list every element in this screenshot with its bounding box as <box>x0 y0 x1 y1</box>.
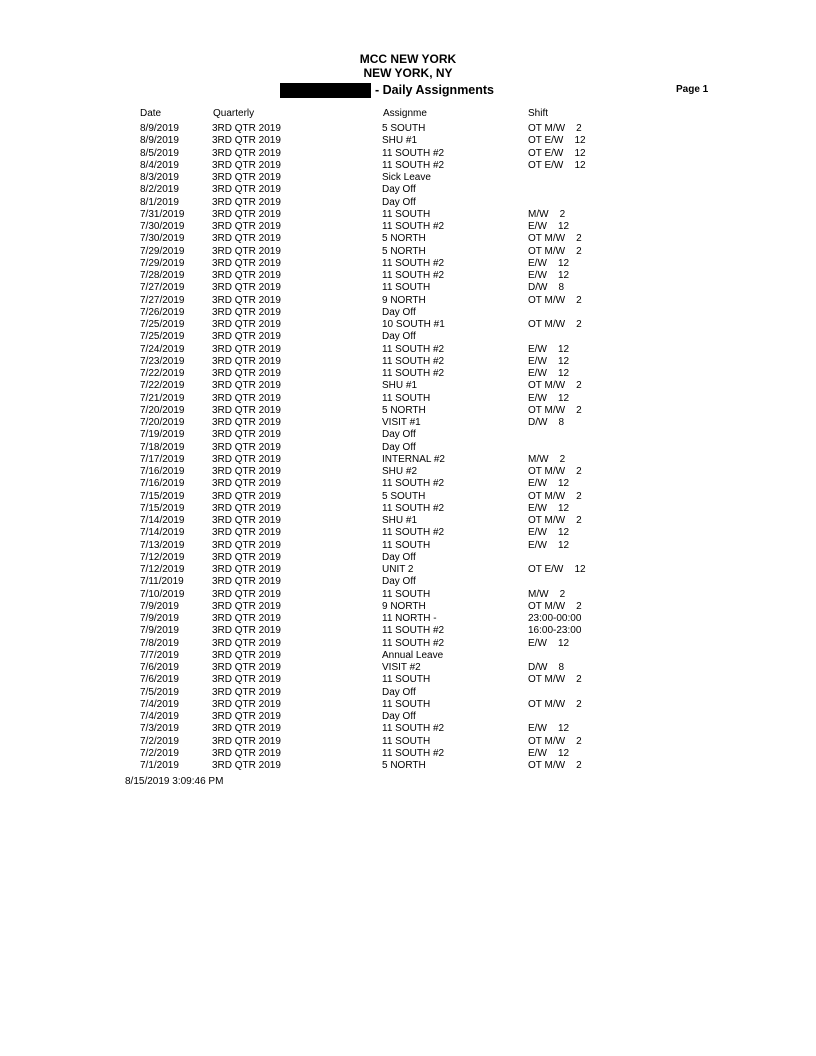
cell-quarterly: 3RD QTR 2019 <box>212 649 281 661</box>
cell-date: 7/15/2019 <box>140 490 185 502</box>
cell-date: 7/8/2019 <box>140 637 179 649</box>
cell-quarterly: 3RD QTR 2019 <box>212 331 281 343</box>
column-header-date: Date <box>140 108 162 119</box>
cell-assignment: Day Off <box>382 576 416 588</box>
table-row <box>0 344 816 356</box>
table-row <box>0 209 816 221</box>
cell-assignment: Day Off <box>382 196 416 208</box>
cell-assignment: 11 SOUTH <box>382 735 431 747</box>
cell-date: 7/12/2019 <box>140 564 185 575</box>
cell-quarterly: 3RD QTR 2019 <box>212 662 281 673</box>
table-row <box>0 576 816 588</box>
cell-quarterly: 3RD QTR 2019 <box>212 233 281 245</box>
cell-quarterly: 3RD QTR 2019 <box>212 527 281 539</box>
cell-shift: E/W 12 <box>528 527 570 539</box>
table-row <box>0 246 816 258</box>
table-row <box>0 442 816 454</box>
cell-quarterly: 3RD QTR 2019 <box>212 282 281 294</box>
cell-quarterly: 3RD QTR 2019 <box>212 404 281 416</box>
cell-date: 7/9/2019 <box>140 600 179 612</box>
column-header-shift: Shift <box>528 108 549 119</box>
cell-assignment: 5 SOUTH <box>382 490 426 502</box>
cell-shift: OT M/W 2 <box>528 245 582 257</box>
table-row <box>0 491 816 503</box>
table-row <box>0 674 816 686</box>
table-row <box>0 478 816 490</box>
cell-shift: OT M/W 2 <box>528 294 582 306</box>
cell-shift: OT M/W 2 <box>528 600 582 612</box>
cell-assignment: 5 NORTH <box>382 245 426 257</box>
table-row <box>0 258 816 270</box>
cell-assignment: 11 SOUTH #2 <box>382 257 445 269</box>
cell-date: 7/28/2019 <box>140 270 185 281</box>
table-row <box>0 417 816 429</box>
cell-shift: OT M/W 2 <box>528 735 582 747</box>
cell-date: 7/15/2019 <box>140 502 185 514</box>
table-row <box>0 172 816 184</box>
table-row <box>0 295 816 307</box>
table-row <box>0 760 816 772</box>
cell-shift: D/W 8 <box>528 662 565 673</box>
table-row <box>0 319 816 331</box>
cell-quarterly: 3RD QTR 2019 <box>212 698 281 710</box>
cell-date: 7/17/2019 <box>140 453 185 465</box>
cell-assignment: 5 NORTH <box>382 404 426 416</box>
cell-shift: OT M/W 2 <box>528 515 582 526</box>
cell-quarterly: 3RD QTR 2019 <box>212 123 281 134</box>
cell-date: 7/24/2019 <box>140 343 185 355</box>
cell-assignment: INTERNAL #2 <box>382 453 445 465</box>
cell-date: 7/5/2019 <box>140 686 179 698</box>
cell-date: 7/19/2019 <box>140 429 185 441</box>
assignments-table <box>0 123 816 772</box>
cell-assignment: 11 SOUTH #2 <box>382 723 445 735</box>
cell-quarterly: 3RD QTR 2019 <box>212 735 281 747</box>
cell-shift: E/W 12 <box>528 221 570 232</box>
cell-date: 7/2/2019 <box>140 735 179 747</box>
cell-date: 7/23/2019 <box>140 355 185 367</box>
cell-date: 7/29/2019 <box>140 257 185 269</box>
cell-assignment: 11 SOUTH <box>382 392 431 404</box>
cell-assignment: 11 SOUTH #2 <box>382 368 445 379</box>
cell-date: 7/16/2019 <box>140 466 185 477</box>
table-row <box>0 601 816 613</box>
report-title <box>280 82 494 98</box>
cell-shift: E/W 12 <box>528 502 570 514</box>
cell-quarterly: 3RD QTR 2019 <box>212 686 281 698</box>
table-row <box>0 711 816 723</box>
cell-date: 7/4/2019 <box>140 698 179 710</box>
cell-shift: OT E/W 12 <box>528 147 586 159</box>
cell-quarterly: 3RD QTR 2019 <box>212 502 281 514</box>
cell-date: 8/2/2019 <box>140 184 179 196</box>
cell-assignment: 11 SOUTH #2 <box>382 355 445 367</box>
cell-date: 7/14/2019 <box>140 515 185 526</box>
cell-quarterly: 3RD QTR 2019 <box>212 221 281 232</box>
cell-date: 8/1/2019 <box>140 196 179 208</box>
table-row <box>0 540 816 552</box>
cell-assignment: Day Off <box>382 429 416 441</box>
cell-date: 7/12/2019 <box>140 551 185 563</box>
cell-quarterly: 3RD QTR 2019 <box>212 270 281 281</box>
cell-assignment: 5 NORTH <box>382 760 426 771</box>
cell-assignment: VISIT #2 <box>382 662 421 673</box>
cell-quarterly: 3RD QTR 2019 <box>212 184 281 196</box>
cell-date: 7/13/2019 <box>140 539 185 551</box>
cell-shift: E/W 12 <box>528 637 570 649</box>
cell-date: 7/22/2019 <box>140 380 185 392</box>
cell-quarterly: 3RD QTR 2019 <box>212 637 281 649</box>
cell-quarterly: 3RD QTR 2019 <box>212 147 281 159</box>
print-timestamp: 8/15/2019 3:09:46 PM <box>125 776 224 787</box>
cell-shift: OT M/W 2 <box>528 490 582 502</box>
cell-assignment: 10 SOUTH #1 <box>382 319 445 330</box>
cell-assignment: Day Off <box>382 331 416 343</box>
table-row <box>0 527 816 539</box>
cell-date: 7/31/2019 <box>140 208 185 220</box>
cell-shift: M/W 2 <box>528 208 566 220</box>
cell-assignment: 11 SOUTH #2 <box>382 147 445 159</box>
cell-date: 7/18/2019 <box>140 441 185 453</box>
cell-quarterly: 3RD QTR 2019 <box>212 588 281 600</box>
cell-quarterly: 3RD QTR 2019 <box>212 564 281 575</box>
column-header-assignment: Assignme <box>383 108 427 119</box>
cell-quarterly: 3RD QTR 2019 <box>212 478 281 490</box>
cell-quarterly: 3RD QTR 2019 <box>212 355 281 367</box>
cell-quarterly: 3RD QTR 2019 <box>212 306 281 318</box>
cell-assignment: Day Off <box>382 686 416 698</box>
cell-shift: OT E/W 12 <box>528 159 586 171</box>
cell-assignment: 11 SOUTH #2 <box>382 478 445 490</box>
table-header <box>0 108 816 122</box>
table-row <box>0 356 816 368</box>
cell-quarterly: 3RD QTR 2019 <box>212 368 281 379</box>
cell-assignment: SHU #1 <box>382 515 418 526</box>
cell-assignment: Annual Leave <box>382 649 444 661</box>
cell-shift: E/W 12 <box>528 257 570 269</box>
cell-date: 7/6/2019 <box>140 662 179 673</box>
cell-quarterly: 3RD QTR 2019 <box>212 257 281 269</box>
table-row <box>0 515 816 527</box>
cell-assignment: 11 SOUTH #2 <box>382 747 445 759</box>
cell-assignment: 5 SOUTH <box>382 123 426 134</box>
cell-assignment: 11 SOUTH #2 <box>382 637 445 649</box>
cell-shift: E/W 12 <box>528 478 570 490</box>
cell-date: 7/14/2019 <box>140 527 185 539</box>
cell-shift: E/W 12 <box>528 539 570 551</box>
cell-date: 7/16/2019 <box>140 478 185 490</box>
column-header-quarterly: Quarterly <box>213 108 255 119</box>
cell-assignment: 11 SOUTH #2 <box>382 159 445 171</box>
table-row <box>0 466 816 478</box>
cell-quarterly: 3RD QTR 2019 <box>212 490 281 502</box>
table-row <box>0 197 816 209</box>
cell-date: 7/30/2019 <box>140 233 185 245</box>
cell-quarterly: 3RD QTR 2019 <box>212 343 281 355</box>
cell-assignment: 11 SOUTH <box>382 588 431 600</box>
facility-name: MCC NEW YORK <box>359 52 457 66</box>
cell-date: 8/9/2019 <box>140 135 179 147</box>
cell-quarterly: 3RD QTR 2019 <box>212 245 281 257</box>
cell-quarterly: 3RD QTR 2019 <box>212 625 281 637</box>
cell-assignment: 11 SOUTH <box>382 282 431 294</box>
cell-shift: E/W 12 <box>528 747 570 759</box>
page-number: Page 1 <box>676 84 709 95</box>
cell-quarterly: 3RD QTR 2019 <box>212 172 281 183</box>
cell-date: 7/25/2019 <box>140 331 185 343</box>
cell-assignment: 11 SOUTH #2 <box>382 625 445 637</box>
cell-quarterly: 3RD QTR 2019 <box>212 453 281 465</box>
cell-assignment: 11 SOUTH <box>382 208 431 220</box>
cell-quarterly: 3RD QTR 2019 <box>212 392 281 404</box>
cell-date: 7/29/2019 <box>140 245 185 257</box>
cell-shift: OT M/W 2 <box>528 404 582 416</box>
cell-shift: E/W 12 <box>528 368 570 379</box>
cell-quarterly: 3RD QTR 2019 <box>212 515 281 526</box>
cell-quarterly: 3RD QTR 2019 <box>212 613 281 624</box>
cell-shift: 16:00-23:00 <box>528 625 582 637</box>
table-row <box>0 613 816 625</box>
cell-assignment: Day Off <box>382 184 416 196</box>
cell-date: 7/9/2019 <box>140 613 179 624</box>
cell-quarterly: 3RD QTR 2019 <box>212 135 281 147</box>
cell-quarterly: 3RD QTR 2019 <box>212 380 281 392</box>
cell-quarterly: 3RD QTR 2019 <box>212 747 281 759</box>
cell-shift: E/W 12 <box>528 343 570 355</box>
cell-quarterly: 3RD QTR 2019 <box>212 711 281 722</box>
cell-quarterly: 3RD QTR 2019 <box>212 674 281 686</box>
cell-quarterly: 3RD QTR 2019 <box>212 429 281 441</box>
table-row <box>0 638 816 650</box>
redaction-block <box>280 83 371 98</box>
cell-date: 7/20/2019 <box>140 417 185 428</box>
cell-date: 7/20/2019 <box>140 404 185 416</box>
table-row <box>0 160 816 172</box>
cell-assignment: 11 SOUTH #2 <box>382 270 445 281</box>
cell-date: 7/3/2019 <box>140 723 179 735</box>
cell-shift: OT M/W 2 <box>528 674 582 686</box>
cell-shift: E/W 12 <box>528 392 570 404</box>
table-row <box>0 282 816 294</box>
table-row <box>0 307 816 319</box>
table-row <box>0 662 816 674</box>
table-row <box>0 221 816 233</box>
table-row <box>0 429 816 441</box>
cell-shift: OT M/W 2 <box>528 380 582 392</box>
table-row <box>0 650 816 662</box>
cell-date: 7/30/2019 <box>140 221 185 232</box>
cell-assignment: Day Off <box>382 551 416 563</box>
cell-assignment: VISIT #1 <box>382 417 421 428</box>
cell-date: 7/10/2019 <box>140 588 185 600</box>
cell-shift: OT M/W 2 <box>528 466 582 477</box>
cell-shift: D/W 8 <box>528 417 565 428</box>
table-row <box>0 233 816 245</box>
table-row <box>0 148 816 160</box>
cell-assignment: SHU #2 <box>382 466 418 477</box>
table-row <box>0 625 816 637</box>
cell-shift: OT M/W 2 <box>528 123 582 134</box>
cell-assignment: 11 SOUTH #2 <box>382 343 445 355</box>
cell-date: 7/6/2019 <box>140 674 179 686</box>
cell-assignment: 11 SOUTH <box>382 698 431 710</box>
table-row <box>0 123 816 135</box>
cell-quarterly: 3RD QTR 2019 <box>212 159 281 171</box>
table-row <box>0 405 816 417</box>
cell-assignment: 11 SOUTH #2 <box>382 502 445 514</box>
cell-date: 7/11/2019 <box>140 576 184 588</box>
table-row <box>0 331 816 343</box>
cell-date: 8/3/2019 <box>140 172 179 183</box>
cell-assignment: 11 SOUTH #2 <box>382 527 445 539</box>
cell-date: 8/5/2019 <box>140 147 179 159</box>
report-title-text: - Daily Assignments <box>375 83 495 97</box>
table-row <box>0 736 816 748</box>
cell-quarterly: 3RD QTR 2019 <box>212 196 281 208</box>
cell-quarterly: 3RD QTR 2019 <box>212 319 281 330</box>
table-row <box>0 699 816 711</box>
cell-date: 7/26/2019 <box>140 306 185 318</box>
cell-assignment: 9 NORTH <box>382 294 426 306</box>
facility-location: NEW YORK, NY <box>363 66 453 80</box>
table-row <box>0 564 816 576</box>
table-row <box>0 393 816 405</box>
cell-date: 7/1/2019 <box>140 760 179 771</box>
cell-shift: E/W 12 <box>528 355 570 367</box>
cell-quarterly: 3RD QTR 2019 <box>212 466 281 477</box>
cell-date: 7/7/2019 <box>140 649 179 661</box>
cell-shift: OT M/W 2 <box>528 698 582 710</box>
table-row <box>0 748 816 760</box>
cell-assignment: 9 NORTH <box>382 600 426 612</box>
cell-shift: OT E/W 12 <box>528 564 586 575</box>
table-row <box>0 454 816 466</box>
table-row <box>0 380 816 392</box>
cell-date: 7/2/2019 <box>140 747 179 759</box>
cell-assignment: Day Off <box>382 711 416 722</box>
cell-assignment: 11 SOUTH <box>382 674 431 686</box>
cell-date: 7/4/2019 <box>140 711 179 722</box>
table-row <box>0 135 816 147</box>
cell-shift: 23:00-00:00 <box>528 613 582 624</box>
cell-assignment: Sick Leave <box>382 172 431 183</box>
cell-quarterly: 3RD QTR 2019 <box>212 551 281 563</box>
cell-shift: M/W 2 <box>528 588 566 600</box>
cell-quarterly: 3RD QTR 2019 <box>212 294 281 306</box>
cell-quarterly: 3RD QTR 2019 <box>212 417 281 428</box>
cell-assignment: 5 NORTH <box>382 233 426 245</box>
table-row <box>0 184 816 196</box>
cell-assignment: Day Off <box>382 306 416 318</box>
table-row <box>0 723 816 735</box>
cell-assignment: SHU #1 <box>382 135 418 147</box>
cell-date: 7/25/2019 <box>140 319 185 330</box>
cell-quarterly: 3RD QTR 2019 <box>212 441 281 453</box>
cell-shift: E/W 12 <box>528 270 570 281</box>
cell-quarterly: 3RD QTR 2019 <box>212 760 281 771</box>
cell-shift: OT E/W 12 <box>528 135 586 147</box>
cell-shift: OT M/W 2 <box>528 233 582 245</box>
cell-assignment: SHU #1 <box>382 380 418 392</box>
cell-date: 7/27/2019 <box>140 294 185 306</box>
cell-assignment: 11 SOUTH <box>382 539 431 551</box>
table-row <box>0 270 816 282</box>
cell-date: 7/9/2019 <box>140 625 179 637</box>
cell-shift: D/W 8 <box>528 282 565 294</box>
cell-date: 8/9/2019 <box>140 123 179 134</box>
cell-shift: OT M/W 2 <box>528 319 582 330</box>
cell-assignment: UNIT 2 <box>382 564 414 575</box>
cell-quarterly: 3RD QTR 2019 <box>212 576 281 588</box>
cell-date: 8/4/2019 <box>140 159 179 171</box>
cell-quarterly: 3RD QTR 2019 <box>212 723 281 735</box>
cell-shift: OT M/W 2 <box>528 760 582 771</box>
cell-date: 7/21/2019 <box>140 392 185 404</box>
cell-shift: E/W 12 <box>528 723 570 735</box>
table-row <box>0 687 816 699</box>
table-row <box>0 503 816 515</box>
cell-shift: M/W 2 <box>528 453 566 465</box>
cell-date: 7/22/2019 <box>140 368 185 379</box>
cell-quarterly: 3RD QTR 2019 <box>212 208 281 220</box>
cell-assignment: Day Off <box>382 441 416 453</box>
cell-assignment: 11 NORTH - <box>382 613 437 624</box>
table-row <box>0 368 816 380</box>
table-row <box>0 589 816 601</box>
cell-quarterly: 3RD QTR 2019 <box>212 600 281 612</box>
cell-assignment: 11 SOUTH #2 <box>382 221 445 232</box>
cell-date: 7/27/2019 <box>140 282 185 294</box>
cell-quarterly: 3RD QTR 2019 <box>212 539 281 551</box>
table-row <box>0 552 816 564</box>
